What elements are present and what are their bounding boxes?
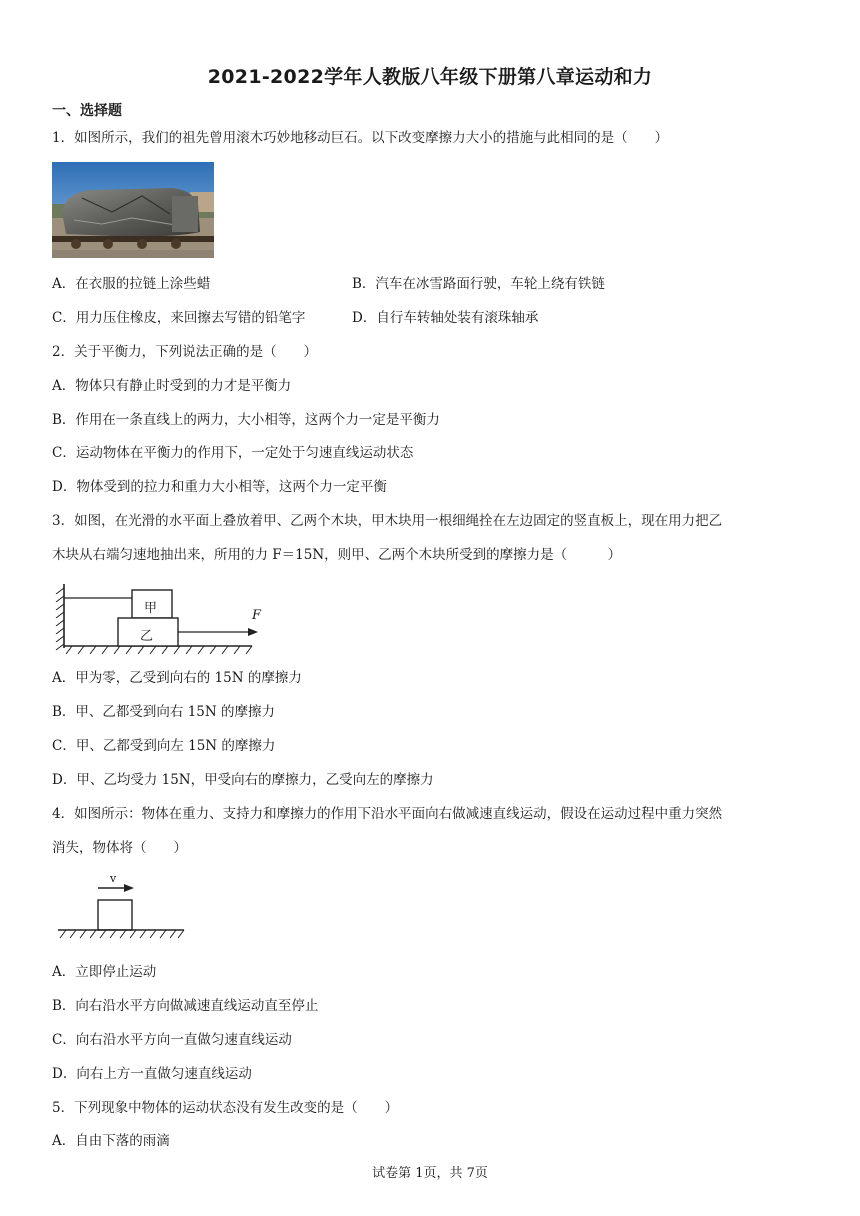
q3-option-c: C．甲、乙都受到向左 15N 的摩擦力 bbox=[52, 738, 276, 754]
page-footer: 试卷第 1页，共 7页 bbox=[372, 1166, 488, 1181]
q5-option-a: A．自由下落的雨滴 bbox=[52, 1133, 170, 1149]
q4-option-b: B．向右沿水平方向做减速直线运动直至停止 bbox=[52, 998, 319, 1014]
q1-option-d: D．自行车转轴处装有滚珠轴承 bbox=[352, 310, 539, 326]
block-bottom-label: 乙 bbox=[140, 629, 154, 644]
section-heading: 一、选择题 bbox=[52, 103, 122, 119]
q1-option-a: A．在衣服的拉链上涂些蜡 bbox=[52, 276, 211, 292]
page-title: 2021-2022学年人教版八年级下册第八章运动和力 bbox=[207, 66, 653, 88]
q4-option-a: A．立即停止运动 bbox=[52, 964, 157, 980]
block-top-label: 甲 bbox=[144, 601, 158, 616]
q3-option-b: B．甲、乙都受到向右 15N 的摩擦力 bbox=[52, 704, 275, 720]
question-3-stem-line-1: 3．如图，在光滑的水平面上叠放着甲、乙两个木块，甲木块用一根细绳拴在左边固定的竖直板上，现在用力把乙 bbox=[52, 513, 723, 529]
velocity-label: v bbox=[110, 872, 117, 885]
moving-block-diagram bbox=[56, 872, 188, 942]
question-1-stem: 1．如图所示，我们的祖先曾用滚木巧妙地移动巨石。以下改变摩擦力大小的措施与此相同的是（ ） bbox=[52, 130, 669, 146]
q3-option-a: A．甲为零，乙受到向右的 15N 的摩擦力 bbox=[52, 670, 302, 686]
q2-option-c: C．运动物体在平衡力的作用下，一定处于匀速直线运动状态 bbox=[52, 445, 414, 461]
question-3-stem-line-2: 木块从右端匀速地抽出来，所用的力 F＝15N，则甲、乙两个木块所受到的摩擦力是（ ） bbox=[52, 547, 622, 563]
question-4-stem-line-1: 4．如图所示：物体在重力、支持力和摩擦力的作用下沿水平面向右做减速直线运动，假设在运动过程中重力突然 bbox=[52, 806, 723, 822]
q1-option-c: C．用力压住橡皮，来回擦去写错的铅笔字 bbox=[52, 310, 306, 326]
q3-option-d: D．甲、乙均受力 15N，甲受向右的摩擦力，乙受向左的摩擦力 bbox=[52, 772, 434, 788]
q2-option-d: D．物体受到的拉力和重力大小相等，这两个力一定平衡 bbox=[52, 479, 387, 495]
force-label: F bbox=[252, 608, 262, 623]
q2-option-a: A．物体只有静止时受到的力才是平衡力 bbox=[52, 378, 292, 394]
stacked-blocks-diagram bbox=[52, 580, 272, 658]
question-2-stem: 2．关于平衡力，下列说法正确的是（ ） bbox=[52, 344, 318, 360]
q1-option-b: B．汽车在冰雪路面行驶，车轮上绕有铁链 bbox=[352, 276, 605, 292]
question-4-stem-line-2: 消失，物体将（ ） bbox=[52, 840, 187, 856]
q4-option-d: D．向右上方一直做匀速直线运动 bbox=[52, 1066, 252, 1082]
question-5-stem: 5．下列现象中物体的运动状态没有发生改变的是（ ） bbox=[52, 1100, 399, 1116]
q4-option-c: C．向右沿水平方向一直做匀速直线运动 bbox=[52, 1032, 292, 1048]
rolling-log-boulder-photo bbox=[52, 162, 214, 258]
q2-option-b: B．作用在一条直线上的两力，大小相等，这两个力一定是平衡力 bbox=[52, 412, 440, 428]
